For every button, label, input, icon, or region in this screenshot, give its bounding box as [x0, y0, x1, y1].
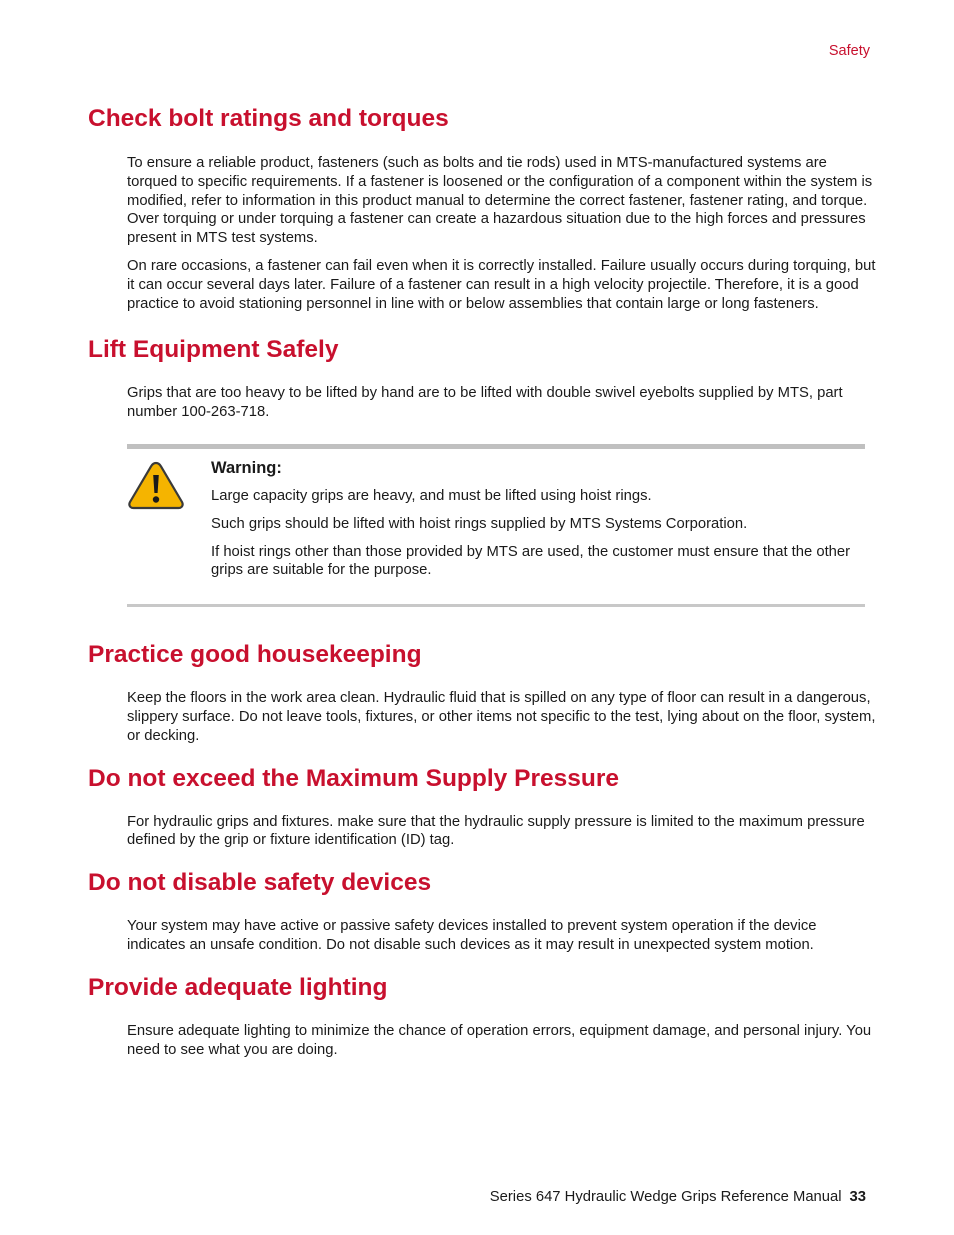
section-heading: Do not disable safety devices [88, 869, 432, 897]
warning-line: Large capacity grips are heavy, and must be lifted using hoist rings. [211, 487, 652, 504]
section-heading: Provide adequate lighting [88, 973, 388, 1001]
section-heading: Practice good housekeeping [88, 641, 422, 669]
section-lift-equipment [88, 335, 878, 607]
paragraph: Keep the floors in the work area clean. Hydraulic fluid that is spilled on any type of floor can result in a dangerous, slippery surface. Do not leave tools, fixtures, or other items not specific to the test, lying about on the floor, system, or decking. [127, 690, 876, 744]
section-safety-devices [88, 868, 878, 955]
paragraph: For hydraulic grips and fixtures. make sure that the hydraulic supply pressure is limited to the maximum pressure defined by the grip or fixture identification (ID) tag. [127, 813, 865, 849]
warning-line: Such grips should be lifted with hoist rings supplied by MTS Systems Corporation. [211, 515, 748, 532]
warning-box [127, 444, 865, 607]
section-housekeeping [88, 640, 878, 745]
paragraph: Grips that are too heavy to be lifted by hand are to be lifted with double swivel eyebolts supplied by MTS, part number 100-263-718. [127, 385, 843, 421]
section-heading: Check bolt ratings and torques [88, 105, 449, 132]
section-max-supply-pressure [88, 764, 878, 851]
warning-line: If hoist rings other than those provided by MTS are used, the customer must ensure that the other grips are suitable for the purpose. [211, 543, 851, 579]
paragraph: Ensure adequate lighting to minimize the chance of operation errors, equipment damage, and personal injury. You need to see what you are doing. [127, 1022, 872, 1058]
running-header-section: Safety [828, 43, 870, 59]
footer-manual-title: Series 647 Hydraulic Wedge Grips Reference Manual [489, 1189, 842, 1205]
page-footer [490, 1189, 866, 1205]
paragraph: Your system may have active or passive safety devices installed to prevent system operation if the device indicates an unsafe condition. Do not disable such devices as it may result in unexpected system motion. [127, 918, 817, 953]
section-heading: Lift Equipment Safely [88, 336, 339, 364]
page-content [88, 104, 878, 1059]
section-check-bolt-ratings [88, 104, 878, 313]
section-adequate-lighting [88, 973, 878, 1060]
warning-body [211, 457, 865, 580]
warning-title: Warning: [211, 458, 282, 477]
section-heading: Do not exceed the Maximum Supply Pressure [88, 764, 619, 792]
paragraph: On rare occasions, a fastener can fail even when it is correctly installed. Failure usually occurs during torquing, but it can occur several days later. Failure of a fastener can result in a high velocity projectile. Therefore, it is a good practice to avoid stationing personnel in line with or below assemblies that contain large or long fasteners. [127, 257, 876, 312]
paragraph: To ensure a reliable product, fasteners (such as bolts and tie rods) used in MTS-manufactured systems are torqued to specific requirements. If a fastener is loosened or the configuration of a component within the system is modified, refer to information in this product manual to determine the correct fastener, fastener rating, and torque. Over torquing or under torquing a fastener can create a hazardous situation due to the high forces and pressures present in MTS test systems. [127, 155, 873, 247]
page-number: 33 [849, 1189, 866, 1205]
warning-triangle-icon [127, 460, 185, 510]
